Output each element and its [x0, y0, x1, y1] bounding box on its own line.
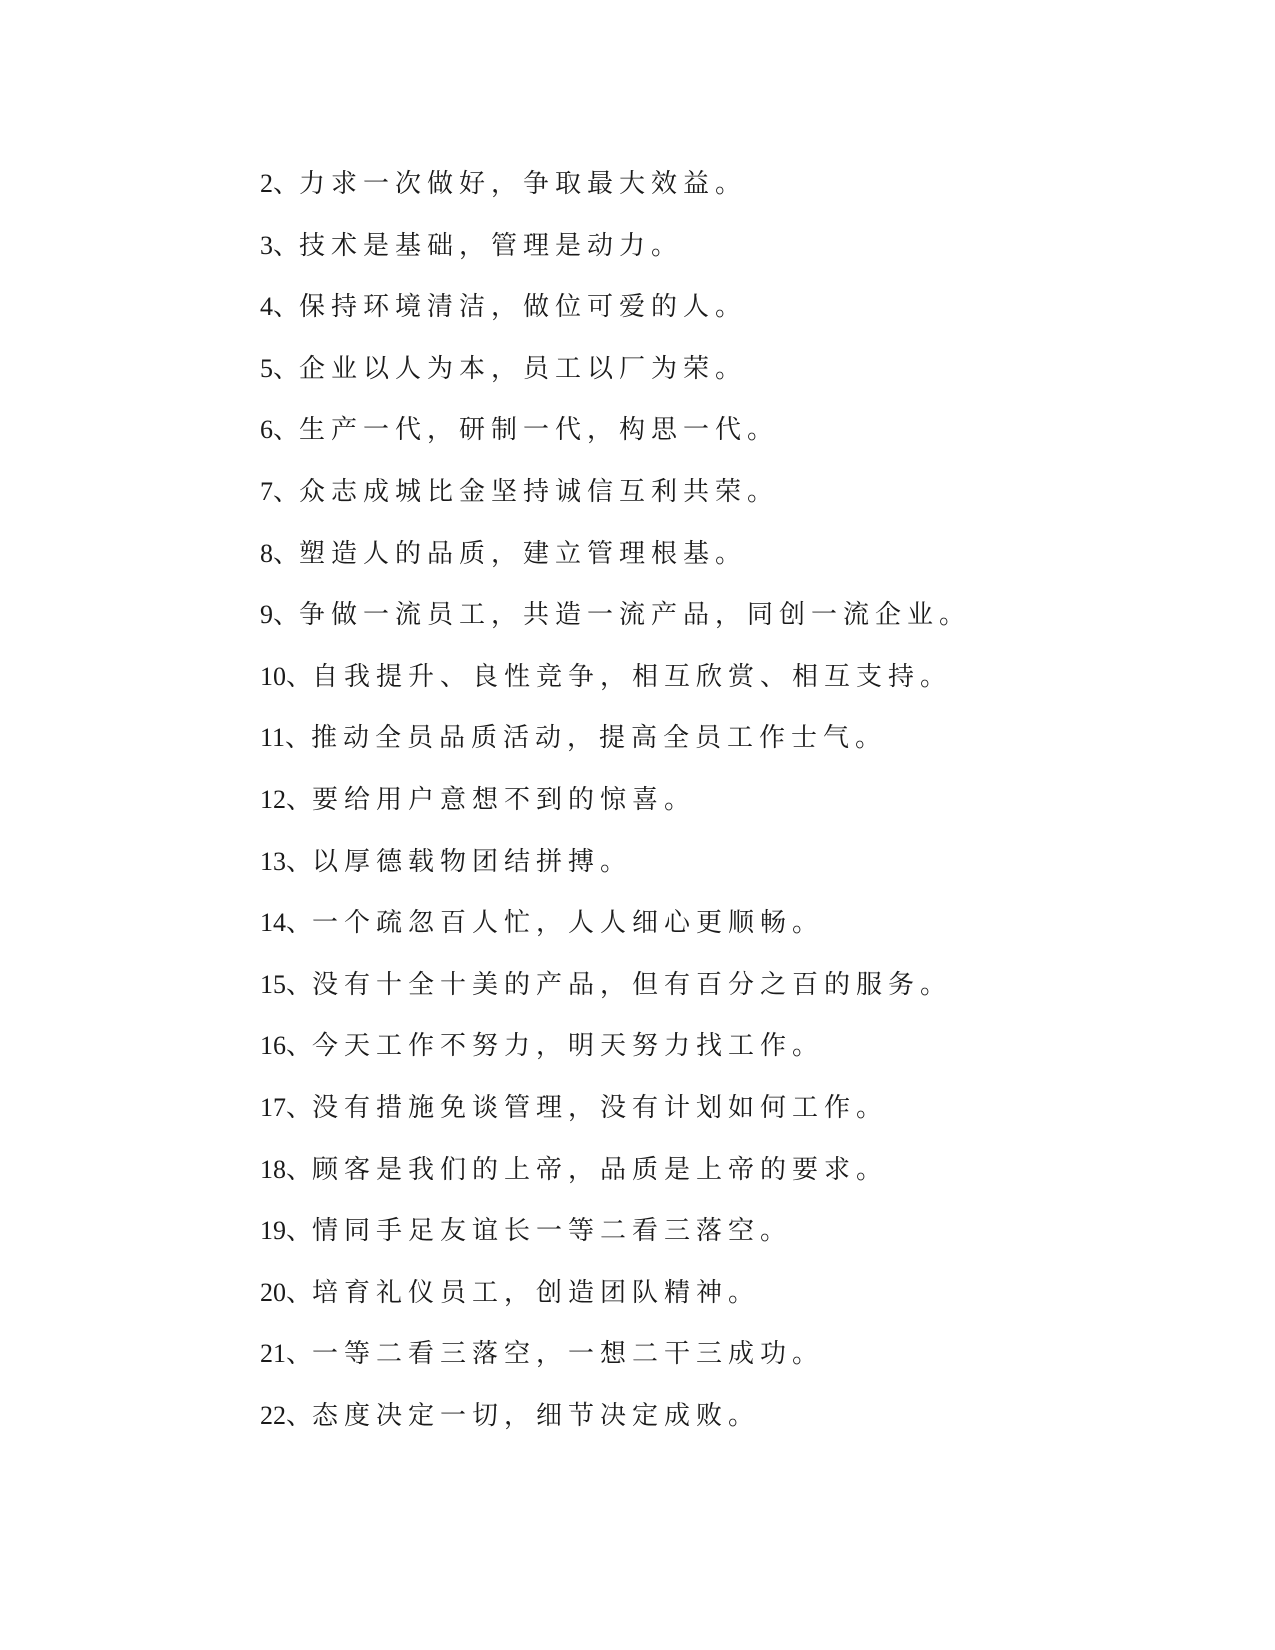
item-text: 生产一代，研制一代，构思一代。 [299, 415, 780, 446]
item-text: 一等二看三落空，一想二干三成功。 [312, 1339, 825, 1370]
list-item [260, 1332, 1200, 1394]
list-item [260, 840, 1200, 902]
list-item [260, 1024, 1200, 1086]
item-number: 12、 [260, 784, 313, 814]
item-number: 16、 [260, 1031, 313, 1061]
item-number: 11、 [260, 723, 312, 753]
item-text: 以厚德载物团结拼搏。 [312, 846, 633, 877]
item-number: 10、 [260, 661, 313, 691]
list-item [260, 1271, 1200, 1333]
list-item [260, 1148, 1200, 1210]
list-item [260, 532, 1200, 594]
list-item [260, 1086, 1200, 1148]
item-text: 力求一次做好，争取最大效益。 [299, 169, 748, 199]
item-text: 自我提升、良性竞争，相互欣赏、相互支持。 [312, 661, 953, 692]
list-item [260, 716, 1200, 778]
list-item [260, 1394, 1200, 1456]
item-number: 13、 [260, 846, 313, 876]
list-item [260, 470, 1200, 532]
list-item [260, 224, 1200, 286]
item-number: 22、 [260, 1400, 313, 1430]
list-item [260, 593, 1200, 655]
list-item [260, 901, 1200, 963]
item-text: 没有措施免谈管理，没有计划如何工作。 [312, 1092, 889, 1123]
item-text: 技术是基础，管理是动力。 [299, 230, 684, 261]
item-number: 17、 [260, 1092, 313, 1122]
item-number: 7、 [260, 476, 300, 506]
item-text: 情同手足友谊长一等二看三落空。 [312, 1216, 793, 1247]
item-text: 培育礼仪员工，创造团队精神。 [312, 1277, 761, 1308]
item-text: 没有十全十美的产品，但有百分之百的服务。 [312, 969, 953, 1000]
item-number: 4、 [260, 292, 300, 322]
item-text: 塑造人的品质，建立管理根基。 [299, 538, 748, 569]
item-number: 5、 [260, 353, 300, 383]
item-text: 今天工作不努力，明天努力找工作。 [312, 1031, 825, 1062]
list-item [260, 347, 1200, 409]
list-item [260, 285, 1200, 347]
item-text: 争做一流员工，共造一流产品，同创一流企业。 [299, 600, 972, 631]
list-item [260, 655, 1200, 717]
item-number: 21、 [260, 1339, 313, 1369]
item-number: 20、 [260, 1277, 313, 1307]
item-text: 推动全员品质活动，提高全员工作士气。 [311, 723, 888, 754]
item-text: 要给用户意想不到的惊喜。 [312, 784, 697, 815]
item-text: 众志成城比金坚持诚信互利共荣。 [299, 476, 780, 507]
item-number: 18、 [260, 1154, 313, 1184]
item-number: 9、 [260, 600, 300, 630]
item-number: 3、 [260, 230, 300, 260]
item-text: 企业以人为本，员工以厂为荣。 [299, 353, 748, 384]
list-item [260, 162, 1200, 224]
list-item [260, 1209, 1200, 1271]
item-number: 15、 [260, 969, 313, 999]
slogan-list [260, 162, 1200, 1455]
list-item [260, 408, 1200, 470]
list-item [260, 963, 1200, 1025]
item-text: 保持环境清洁，做位可爱的人。 [299, 292, 748, 323]
item-text: 一个疏忽百人忙，人人细心更顺畅。 [312, 908, 825, 939]
item-number: 6、 [260, 415, 300, 445]
item-number: 19、 [260, 1216, 313, 1246]
list-item [260, 778, 1200, 840]
item-number: 14、 [260, 908, 313, 938]
item-text: 顾客是我们的上帝，品质是上帝的要求。 [312, 1154, 889, 1185]
item-number: 2、 [260, 169, 300, 198]
item-number: 8、 [260, 538, 300, 568]
item-text: 态度决定一切，细节决定成败。 [312, 1400, 761, 1431]
